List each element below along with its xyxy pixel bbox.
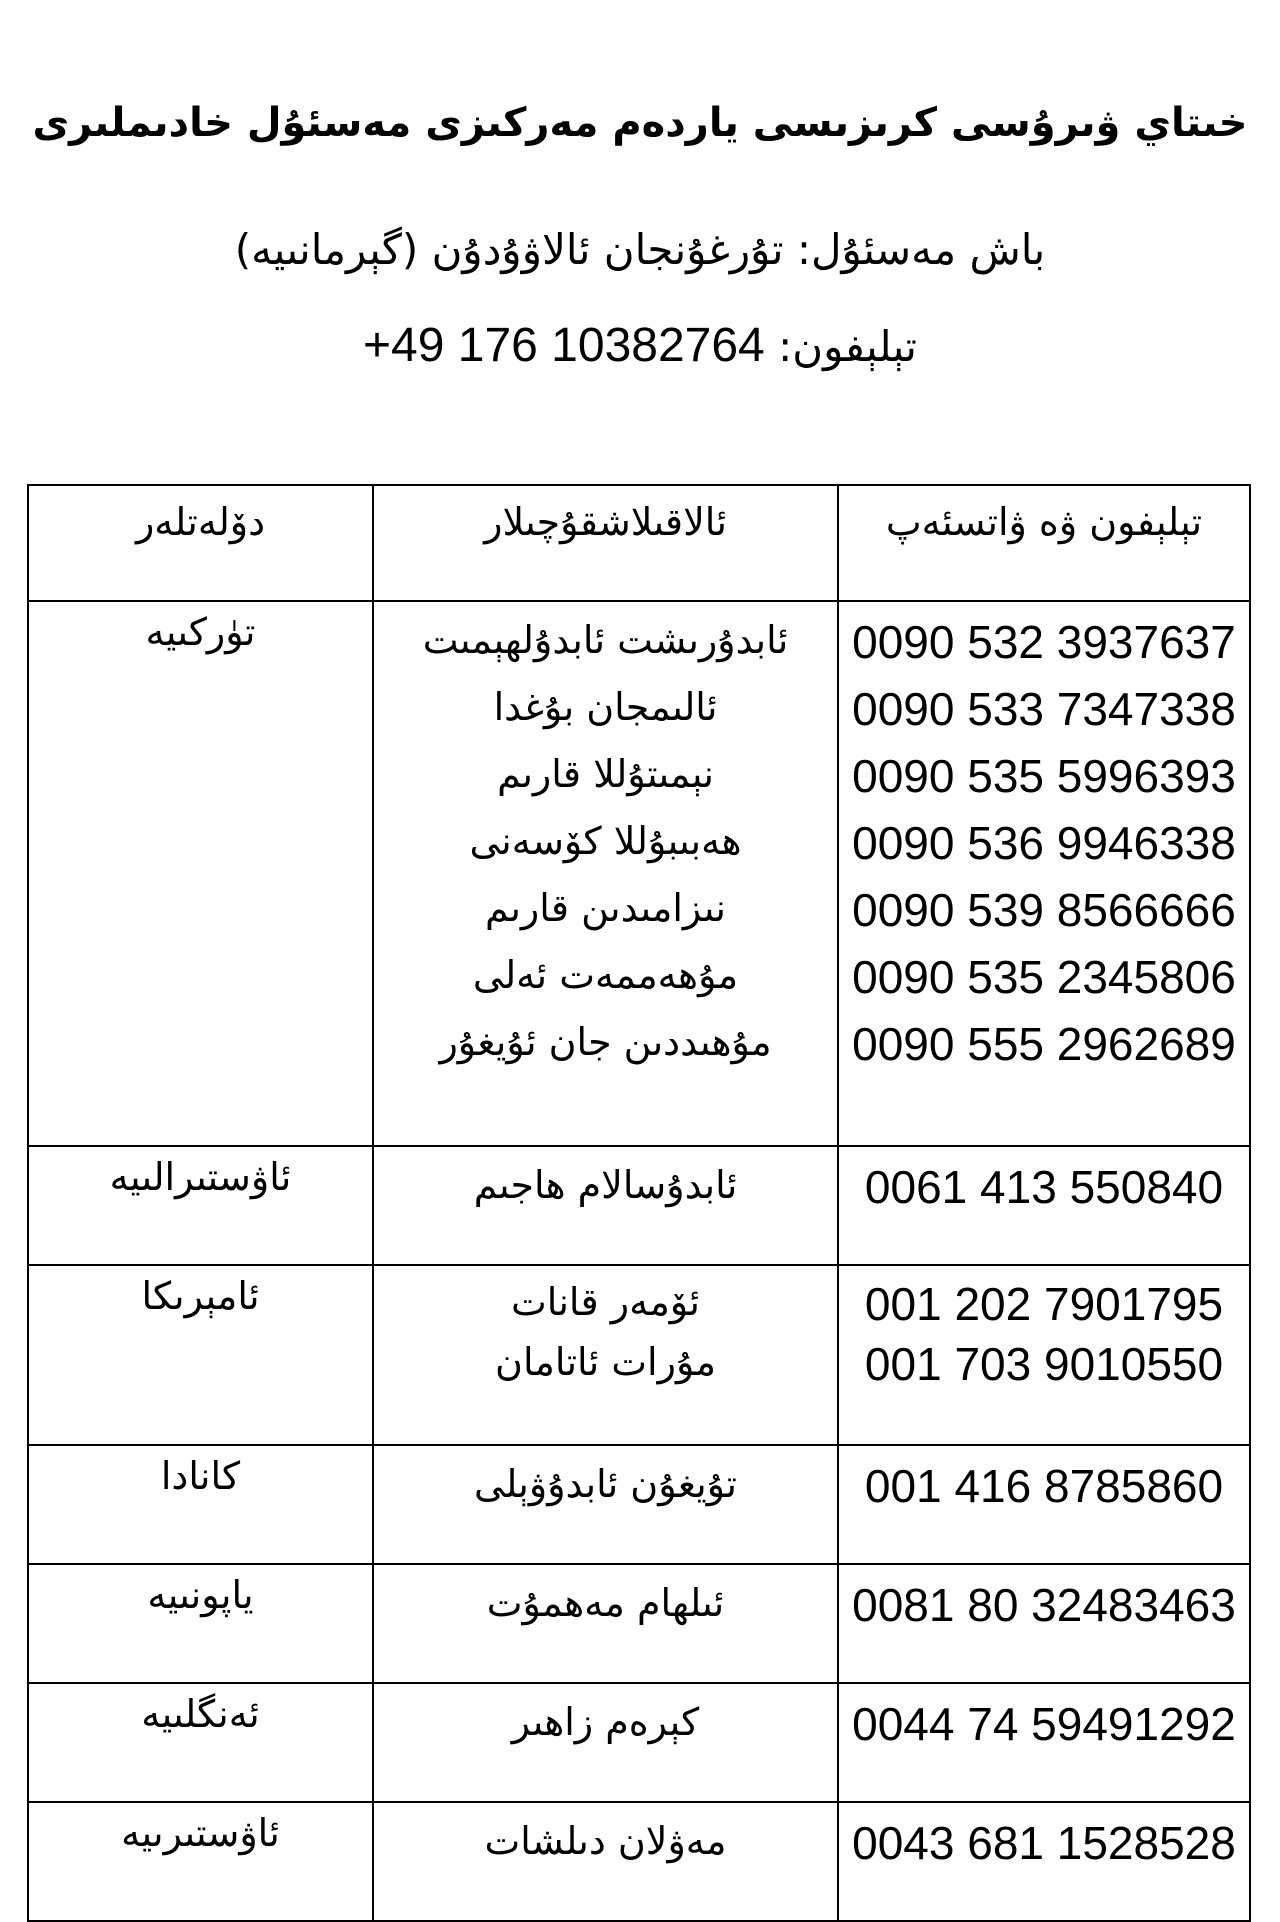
phone-number: 0044 74 59491292 <box>852 1698 1236 1750</box>
phone-number: 0061 413 550840 <box>864 1161 1224 1213</box>
contacts-cell <box>373 1683 838 1802</box>
table-row <box>28 601 1250 1146</box>
table-row <box>28 1802 1250 1921</box>
chief-phone-line <box>0 318 1280 373</box>
phones-cell <box>838 1146 1250 1265</box>
table-row <box>28 1146 1250 1265</box>
phone-number: 001 703 9010550 <box>864 1338 1224 1390</box>
contact-name: ئالىمجان بۇغدا <box>493 685 718 729</box>
country-cell <box>28 1683 373 1802</box>
phones-cell <box>838 1265 1250 1445</box>
phone-number: 0043 681 1528528 <box>852 1817 1236 1869</box>
header-phone: تېلېفون ۋە ۋاتسئەپ <box>885 500 1203 544</box>
chief-coordinator: باش مەسئۇل: تۇرغۇنجان ئالاۋۇدۇن (گېرمانىيە) <box>234 225 1046 274</box>
country-name: ئەنگلىيە <box>141 1692 260 1736</box>
country-name: ئامېرىكا <box>141 1274 260 1318</box>
country-cell <box>28 1265 373 1445</box>
country-name: ئاۋستىرالىيە <box>109 1155 292 1199</box>
phone-number: 0090 539 8566666 <box>852 884 1236 936</box>
country-cell <box>28 1146 373 1265</box>
table-row <box>28 1265 1250 1445</box>
contact-name: ئابدۇسالام ھاجىم <box>473 1163 738 1207</box>
phones-cell <box>838 1445 1250 1564</box>
contacts-cell <box>373 1445 838 1564</box>
table-row <box>28 1445 1250 1564</box>
contacts-cell <box>373 1146 838 1265</box>
contact-name: ھەبىبۇللا كۆسەنى <box>469 819 742 863</box>
chief-phone-number: +49 176 10382764 <box>363 319 765 372</box>
header-contacts-cell <box>373 485 838 601</box>
phone-number: 001 416 8785860 <box>864 1460 1224 1512</box>
contacts-cell <box>373 1265 838 1445</box>
contact-name: ئىلھام مەھمۇت <box>486 1581 725 1625</box>
phone-number: 0090 532 3937637 <box>852 616 1236 668</box>
country-name: تۈركىيە <box>145 610 256 654</box>
phone-number: 0081 80 32483463 <box>852 1579 1236 1631</box>
header-country-cell <box>28 485 373 601</box>
country-cell <box>28 601 373 1146</box>
phones-cell <box>838 1564 1250 1683</box>
country-name: ئاۋستىرىيە <box>121 1811 280 1855</box>
table-header-row <box>28 485 1250 601</box>
country-name: كانادا <box>160 1454 241 1498</box>
table-row <box>28 1683 1250 1802</box>
contact-name: ئۆمەر قانات <box>510 1280 701 1324</box>
phones-cell <box>838 1683 1250 1802</box>
country-cell <box>28 1564 373 1683</box>
header-phone-cell <box>838 485 1250 601</box>
contacts-cell <box>373 1564 838 1683</box>
table-row <box>28 1564 1250 1683</box>
chief-phone-label: تېلېفون: <box>778 322 917 371</box>
contact-name: نىزامىدىن قارىم <box>485 886 726 930</box>
phone-number: 0090 535 5996393 <box>852 750 1236 802</box>
contacts-table <box>27 484 1251 1922</box>
country-name: ياپونىيە <box>147 1573 254 1617</box>
phone-number: 0090 536 9946338 <box>852 817 1236 869</box>
contacts-cell <box>373 1802 838 1921</box>
phones-cell <box>838 1802 1250 1921</box>
header-contacts: ئالاقىلاشقۇچىلار <box>484 500 727 544</box>
contact-name: مۇھىددىن جان ئۇيغۇر <box>439 1020 772 1064</box>
contact-name: كېرەم زاھىر <box>511 1700 700 1744</box>
phone-number: 0090 535 2345806 <box>852 951 1236 1003</box>
document-title: خىتاي ۋىرۇسى كرىزىسى ياردەم مەركىزى مەسئۇل خادىملىرى <box>32 100 1248 146</box>
phone-number: 001 202 7901795 <box>864 1278 1224 1330</box>
phones-cell <box>838 601 1250 1146</box>
contact-name: ئابدۇرىشت ئابدۇلھېمىت <box>422 618 789 662</box>
country-cell <box>28 1445 373 1564</box>
contact-name: نېمىتۇللا قارىم <box>497 752 714 796</box>
contact-name: مەۋلان دىلشات <box>484 1819 727 1863</box>
contacts-cell <box>373 601 838 1146</box>
contact-name: تۇيغۇن ئابدۇۋېلى <box>474 1462 737 1506</box>
country-cell <box>28 1802 373 1921</box>
header-country: دۆلەتلەر <box>135 500 266 544</box>
contact-name: مۇرات ئاتامان <box>495 1340 716 1384</box>
phone-number: 0090 555 2962689 <box>852 1018 1236 1070</box>
phone-number: 0090 533 7347338 <box>852 683 1236 735</box>
contact-name: مۇھەممەت ئەلى <box>472 953 739 997</box>
